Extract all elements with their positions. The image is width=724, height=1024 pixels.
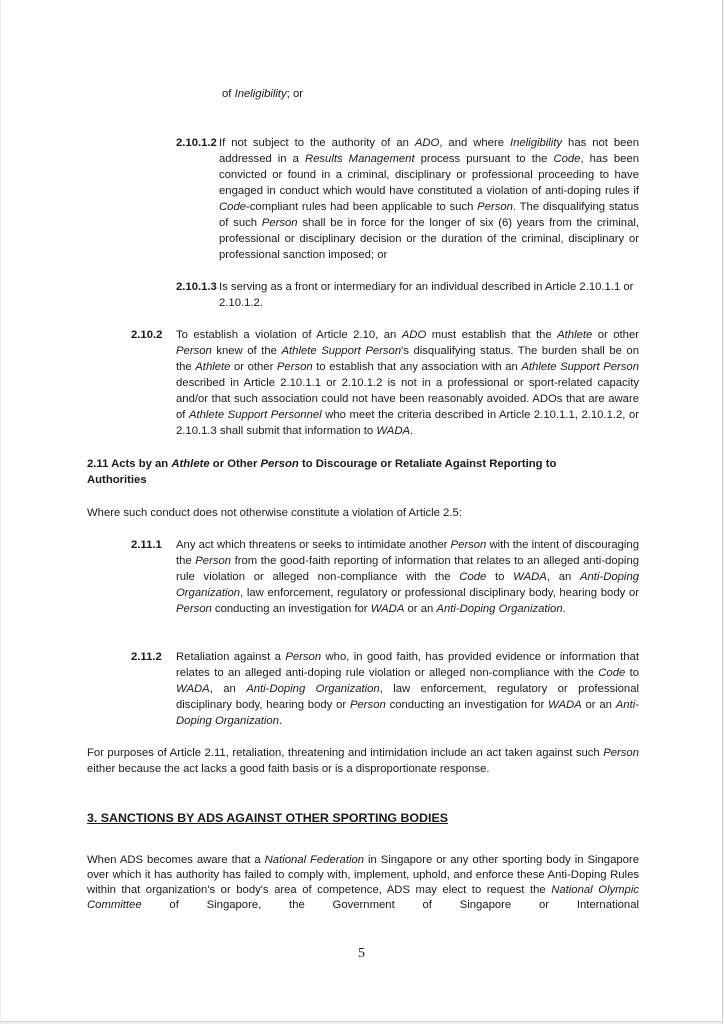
clause-2-10-1-3-text: Is serving as a front or intermediary for an individual described in Article 2.10.1.1 or 2.10.1.2. (219, 281, 634, 309)
clause-number-2-10-1-3: 2.10.1.3 (176, 281, 217, 293)
clause-2-11-1-text: Any act which threatens or seeks to intimidate another Person with the intent of discouraging the Person from the good-faith reporting of information that relates to an alleged anti-doping rule violation or alleged non-compliance with the Code to WADA, an Anti-Doping Organization, law enforcement, regulatory or professional disciplinary body, hearing body or Person conducting an investigation for WADA or an Anti-Doping Organization. (176, 539, 640, 615)
clause-number-2-11-1: 2.11.1 (131, 539, 162, 551)
clause-number-2-10-2: 2.10.2 (131, 329, 163, 341)
document-page (1, 0, 723, 1022)
continuation-text: of Ineligibility; or (222, 88, 304, 100)
clause-number-2-10-1-2: 2.10.1.2 (176, 137, 217, 149)
section-3-heading: 3. SANCTIONS BY ADS AGAINST OTHER SPORTING BODIES (87, 811, 448, 825)
clause-2-10-2-text: To establish a violation of Article 2.10, an ADO must establish that the Athlete or other Person knew of the Athlete Support Person's disqualifying status. The burden shall be on the Athlete or other Person to establish that any association with an Athlete Support Person described in Article 2.10.1.1 or 2.10.1.2 is not in a professional or sport-related capacity and/or that such association could not have been reasonably avoided. ADOs that are aware of Athlete Support Personnel who meet the criteria described in Article 2.10.1.1, 2.10.1.2, or 2.10.1.3 shall submit that information to WADA. (176, 329, 639, 437)
section-2-11-intro: Where such conduct does not otherwise constitute a violation of Article 2.5: (87, 507, 462, 519)
clause-2-10-1-2-text: If not subject to the authority of an ADO, and where Ineligibility has not been addressed in a Results Management process pursuant to the Code, has been convicted or found in a criminal, disciplinary or professional proceeding to have engaged in conduct which would have constituted a violation of anti-doping rules if Code-compliant rules had been applicable to such Person. The disqualifying status of such Person shall be in force for the longer of six (6) years from the criminal, professional or disciplinary decision or the duration of the criminal, disciplinary or professional sanction imposed; or (219, 137, 640, 261)
section-2-11-heading: 2.11 Acts by an Athlete or Other Person to Discourage or Retaliate Against Reporting to Authorities (87, 458, 557, 486)
clause-number-2-11-2: 2.11.2 (131, 651, 162, 663)
page-number: 5 (358, 946, 365, 961)
clause-2-11-2-text: Retaliation against a Person who, in good faith, has provided evidence or information that relates to an alleged anti-doping rule violation or alleged non-compliance with the Code to WADA, an Anti-Doping Organization, law enforcement, regulatory or professional disciplinary body, hearing body or Person conducting an investigation for WADA or an Anti-Doping Organization. (176, 651, 639, 727)
section-2-11-closing: For purposes of Article 2.11, retaliation, threatening and intimidation include an act taken against such Person either because the act lacks a good faith basis or is a disproportionate response. (87, 747, 639, 775)
section-3-body: When ADS becomes aware that a National Federation in Singapore or any other sporting body in Singapore over which it has authority has failed to comply with, implement, uphold, and enforce these Anti-Doping Rules within that organization's or body's area of competence, ADS may elect to request the National Olympic Committee of Singapore, the Government of Singapore or International (87, 854, 639, 911)
